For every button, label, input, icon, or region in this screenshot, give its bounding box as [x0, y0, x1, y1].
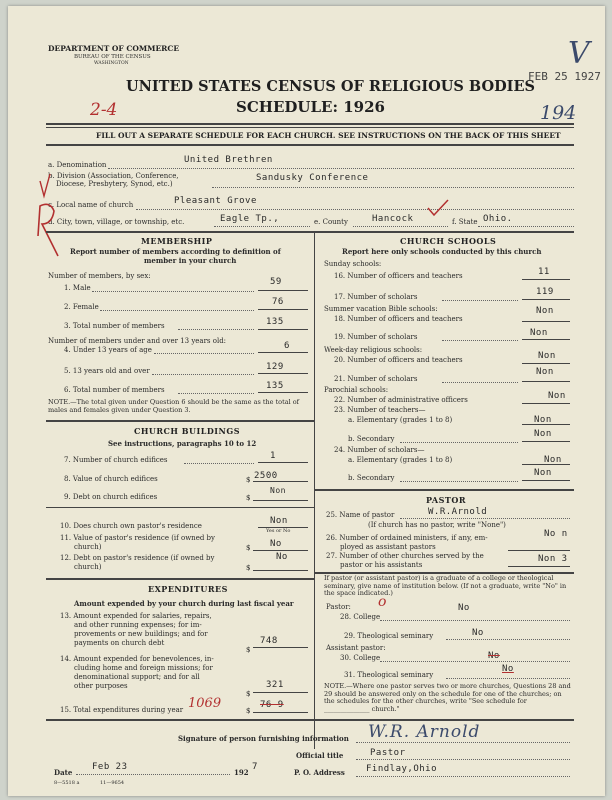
- q13-label-b: and other running expenses; for im-: [74, 621, 202, 629]
- q12-label-2: church): [74, 563, 102, 571]
- instructions-line: FILL OUT A SEPARATE SCHEDULE FOR EACH CHURCH. SEE INSTRUCTIONS ON THE BACK OF THIS SHEET: [96, 131, 561, 140]
- q11-value[interactable]: No: [270, 539, 282, 549]
- division-label: b. Division (Association, Conference,: [48, 172, 179, 180]
- signature-value[interactable]: W.R. Arnold: [368, 722, 481, 742]
- q13-label-a: 13. Amount expended for salaries, repairs,: [60, 612, 212, 620]
- q18-value[interactable]: Non: [536, 306, 554, 316]
- q24-label: 24. Number of scholars—: [334, 446, 425, 454]
- q6-label: 6. Total number of members: [64, 386, 165, 394]
- q18-label: 18. Number of officers and teachers: [334, 315, 463, 323]
- q24b-value[interactable]: Non: [534, 468, 552, 478]
- church-name-label: c. Local name of church: [48, 201, 134, 209]
- q23a-value[interactable]: Non: [534, 415, 552, 425]
- q28-label: 28. College: [340, 613, 381, 621]
- q3-value[interactable]: 135: [266, 317, 284, 327]
- pastor-note: NOTE.—Where one pastor serves two or more churches, Questions 28 and 29 should be answered only on the schedule for one of the churches; on the schedules for the other churches, write "See schedule for ______________ church.": [324, 682, 571, 713]
- red-r-annotation: [30, 166, 70, 276]
- official-title-label: Official title: [296, 751, 344, 760]
- division-label-2: Diocese, Presbytery, Synod, etc.): [56, 180, 173, 188]
- date-value[interactable]: Feb 23: [92, 762, 128, 772]
- q6-value[interactable]: 135: [266, 381, 284, 391]
- q14-label-a: 14. Amount expended for benevolences, in-: [60, 655, 214, 663]
- year-value[interactable]: 7: [252, 762, 258, 772]
- q7-label: 7. Number of church edifices: [64, 456, 168, 464]
- q14-value[interactable]: 321: [266, 680, 284, 690]
- parochial-label: Parochial schools:: [324, 386, 389, 394]
- q14-label-b: cluding home and foreign missions; for: [74, 664, 213, 672]
- q25-sub: (If church has no pastor, write "None"): [368, 521, 506, 529]
- expenditures-sub: Amount expended by your church during last fiscal year: [74, 599, 294, 608]
- q31-value[interactable]: No: [502, 664, 514, 674]
- q31-label: 31. Theological seminary: [344, 671, 434, 679]
- q9-value[interactable]: Non: [270, 486, 286, 495]
- q8-value[interactable]: 2500: [254, 471, 278, 481]
- q1-value[interactable]: 59: [270, 277, 282, 287]
- q26-label-2: ployed as assistant pastors: [340, 543, 436, 551]
- red-circle-mark: o: [378, 594, 387, 610]
- q11-label: 11. Value of pastor's residence (if owned by: [60, 534, 215, 542]
- census-form-page: DEPARTMENT OF COMMERCE BUREAU OF THE CENSUS WASHINGTON UNITED STATES CENSUS OF RELIGIOUS BODIES SCHEDULE: 1926 FEB 25 1927 V 2-4 194 FILL OUT A SEPARATE SCHEDULE FOR EACH CHURCH. SEE INSTRUCTIONS ON THE BACK OF THIS SHEET a. Denomination United Brethren b. Division (Association, Conference, Diocese, Presbytery, Synod, etc.) Sandusky Conference c. Local name of church Pleasant Grove d. City, town, village, or township, etc. Eagle Tp., e. County Hancock f. State Ohio. MEMBERSHIP Report number of members according to definition of member in your church Number of members, by sex: 1. Male 59 2. Female 76 3. Total number of members 135 Number of members under and over 13 years old: 4. Under 13 years of age 6 5. 13 years old and over 129 6. Total number of members 135 NOTE.—The total given under Question 6 should be the same as the total of males and females given under Question 3. CHURCH BUILDINGS See instructions, paragraphs 10 to 12 7. Number of church edifices 1 8. Value of church edifices $ 2500 Non 9. Debt on church edifices $ 10. Does church own pastor's residence Non Yes or No 11. Value of pastor's residence (if owned by church) $ No 12. Debt on pastor's residence (if owned by church) $ No EXPENDITURES Amount expended by your church during last fiscal year 13. Amount expended for salaries, repairs, and other running expenses; for im- provements or new buildings; and for payments on church debt $ 748 14. Amount expended for benevolences, in- cluding home and foreign missions; for denominational support; and for all other purposes $ 321 15. Total expenditures during year 1069 $ 76 9 CHURCH SCHOOLS Report here only schools conducted by this church Sunday schools: 16. Number of officers and teachers 11 17. Number of scholars 119 Summer vacation Bible schools: 18. Number of officers and teachers Non 19. Number of scholars Non Week-day religious schools: 20. Number of officers and teachers Non 21. Number of scholars Non Parochial schools: 22. Number of administrative officers Non 23. Number of teachers— a. Elementary (grades 1 to 8) Non b. Secondary Non 24. Number of scholars— a. Elementary (grades 1 to 8) Non b. Secondary Non PASTOR 25. Name of pastor W.R.Arnold (If church has no pastor, write "None") 26. Number of ordained ministers, if any, em- ployed as assistant pastors No n 27. Number of other churches served by the pastor or his assistants Non 3 If pastor (or assistant pastor) is a graduate of a college or theological seminary, give name of institution below. (If not a graduate, write "No" in the space indicated.) Pastor: o 28. College No 29. Theological seminary No Assistant pastor: 30. College No 31. Theological seminary No NOTE.—Where one pastor serves two or more churches, Questions 28 and 29 should be answered only on the schedule for one of the churches; on the schedules for the other churches, write "See schedule for ______________ church." Signature of person furnishing information W.R. Arnold Official title Pastor Date Feb 23 192 7 P. O. Address Findlay,Ohio 8—5518 a 11—9654: [8, 6, 605, 796]
- official-title-value[interactable]: Pastor: [370, 748, 406, 758]
- address-label: P. O. Address: [294, 768, 345, 777]
- q16-label: 16. Number of officers and teachers: [334, 272, 463, 280]
- q30-label: 30. College: [340, 654, 381, 662]
- q27-label-2: pastor or his assistants: [340, 561, 423, 569]
- q13-value[interactable]: 748: [260, 636, 278, 646]
- q9-label: 9. Debt on church edifices: [64, 493, 158, 501]
- weekday-label: Week-day religious schools:: [324, 346, 423, 354]
- department-label: DEPARTMENT OF COMMERCE: [48, 44, 180, 53]
- by-sex-label: Number of members, by sex:: [48, 272, 151, 280]
- q10-label: 10. Does church own pastor's residence: [60, 522, 202, 530]
- schools-heading: CHURCH SCHOOLS: [400, 236, 497, 246]
- q20-label: 20. Number of officers and teachers: [334, 356, 463, 364]
- church-name-value[interactable]: Pleasant Grove: [174, 196, 257, 206]
- q2-value[interactable]: 76: [272, 297, 284, 307]
- q17-label: 17. Number of scholars: [334, 293, 418, 301]
- q29-label: 29. Theological seminary: [344, 632, 434, 640]
- q13-label-c: provements or new buildings; and for: [74, 630, 208, 638]
- q4-label: 4. Under 13 years of age: [64, 346, 152, 354]
- q25-value[interactable]: W.R.Arnold: [428, 507, 488, 517]
- check-icon: [426, 198, 450, 218]
- city-field-value[interactable]: Eagle Tp.,: [220, 214, 280, 224]
- q11-label-2: church): [74, 543, 102, 551]
- q28-value[interactable]: No: [458, 603, 470, 613]
- q4-value[interactable]: 6: [284, 341, 290, 351]
- schools-sub: Report here only schools conducted by this church: [342, 247, 542, 256]
- state-label: f. State: [452, 218, 478, 226]
- schedule-title: SCHEDULE: 1926: [236, 98, 385, 116]
- q8-label: 8. Value of church edifices: [64, 475, 158, 483]
- q26-value[interactable]: No n: [544, 529, 568, 539]
- q14-label-d: other purposes: [74, 682, 128, 690]
- q13-label-d: payments on church debt: [74, 639, 165, 647]
- q23a-label: a. Elementary (grades 1 to 8): [348, 416, 453, 424]
- q22-value[interactable]: Non: [548, 391, 566, 401]
- q24b-label: b. Secondary: [348, 474, 395, 482]
- membership-heading: MEMBERSHIP: [141, 236, 213, 246]
- membership-sub1: Report number of members according to definition of: [70, 247, 281, 256]
- q12-label: 12. Debt on pastor's residence (if owned by: [60, 554, 215, 562]
- q27-label: 27. Number of other churches served by the: [326, 552, 484, 560]
- denomination-value[interactable]: United Brethren: [184, 155, 273, 165]
- q24a-value[interactable]: Non: [544, 455, 562, 465]
- q20-value[interactable]: Non: [538, 351, 556, 361]
- q23-label: 23. Number of teachers—: [334, 406, 426, 414]
- q14-label-c: denominational support; and for all: [74, 673, 200, 681]
- pastor-heading: PASTOR: [426, 495, 466, 505]
- q23b-label: b. Secondary: [348, 435, 395, 443]
- buildings-sub: See instructions, paragraphs 10 to 12: [108, 439, 257, 448]
- q19-value[interactable]: Non: [530, 328, 548, 338]
- check-mark-v: V: [568, 36, 590, 71]
- county-value[interactable]: Hancock: [372, 214, 414, 224]
- q12-value[interactable]: No: [276, 552, 288, 562]
- margin-note-right: 194: [540, 102, 577, 124]
- city-field-label: d. City, town, village, or township, etc.: [48, 218, 185, 226]
- q15-value[interactable]: 76 9: [260, 700, 284, 710]
- date-label: Date: [54, 768, 73, 777]
- q16-value[interactable]: 11: [538, 267, 550, 277]
- form-number: 8—5518 a: [54, 780, 80, 786]
- q23b-value[interactable]: Non: [534, 429, 552, 439]
- q15-label: 15. Total expenditures during year: [60, 706, 184, 714]
- signature-label: Signature of person furnishing information: [178, 734, 349, 743]
- q21-label: 21. Number of scholars: [334, 375, 418, 383]
- q29-value[interactable]: No: [472, 628, 484, 638]
- state-value[interactable]: Ohio.: [483, 214, 513, 224]
- county-label: e. County: [314, 218, 348, 226]
- q5-label: 5. 13 years old and over: [64, 367, 150, 375]
- received-stamp: FEB 25 1927: [528, 70, 601, 83]
- summer-label: Summer vacation Bible schools:: [324, 305, 438, 313]
- college-instructions: If pastor (or assistant pastor) is a graduate of a college or theological seminary, give name of institution below. (If not a graduate, write "No" in the space indicated.): [324, 574, 567, 597]
- form-title: UNITED STATES CENSUS OF RELIGIOUS BODIES: [126, 78, 535, 95]
- age-heading: Number of members under and over 13 years old:: [48, 337, 227, 345]
- bureau-label: BUREAU OF THE CENSUS: [74, 54, 151, 60]
- print-number: 11—9654: [100, 780, 125, 786]
- q1-label: 1. Male: [64, 284, 91, 292]
- q27-value[interactable]: Non 3: [538, 554, 568, 564]
- division-value[interactable]: Sandusky Conference: [256, 173, 369, 183]
- membership-sub2: member in your church: [144, 256, 237, 265]
- denomination-label: a. Denomination: [48, 161, 107, 169]
- margin-note-left: 2-4: [90, 100, 118, 120]
- q26-label: 26. Number of ordained ministers, if any, em-: [326, 534, 488, 542]
- q7-value[interactable]: 1: [270, 451, 276, 461]
- city-label: WASHINGTON: [94, 61, 129, 66]
- q19-label: 19. Number of scholars: [334, 333, 418, 341]
- assistant-subhead: Assistant pastor:: [326, 644, 386, 652]
- address-value[interactable]: Findlay,Ohio: [366, 764, 438, 774]
- yes-no-hint: Yes or No: [266, 528, 291, 534]
- q22-label: 22. Number of administrative officers: [334, 396, 468, 404]
- q5-value[interactable]: 129: [266, 362, 284, 372]
- pastor-subhead: Pastor:: [326, 603, 351, 611]
- q15-correction: 1069: [188, 696, 222, 711]
- q17-value[interactable]: 119: [536, 287, 554, 297]
- sunday-label: Sunday schools:: [324, 260, 382, 268]
- q2-label: 2. Female: [64, 303, 99, 311]
- year-prefix: 192: [234, 768, 249, 777]
- q21-value[interactable]: Non: [536, 367, 554, 377]
- q10-value[interactable]: Non: [270, 516, 288, 526]
- q3-label: 3. Total number of members: [64, 322, 165, 330]
- q30-value[interactable]: No: [488, 651, 500, 661]
- buildings-heading: CHURCH BUILDINGS: [134, 426, 240, 436]
- membership-note: NOTE.—The total given under Question 6 should be the same as the total of males and females given under Question 3.: [48, 398, 300, 414]
- q25-label: 25. Name of pastor: [326, 511, 395, 519]
- q24a-label: a. Elementary (grades 1 to 8): [348, 456, 453, 464]
- expenditures-heading: EXPENDITURES: [148, 584, 228, 594]
